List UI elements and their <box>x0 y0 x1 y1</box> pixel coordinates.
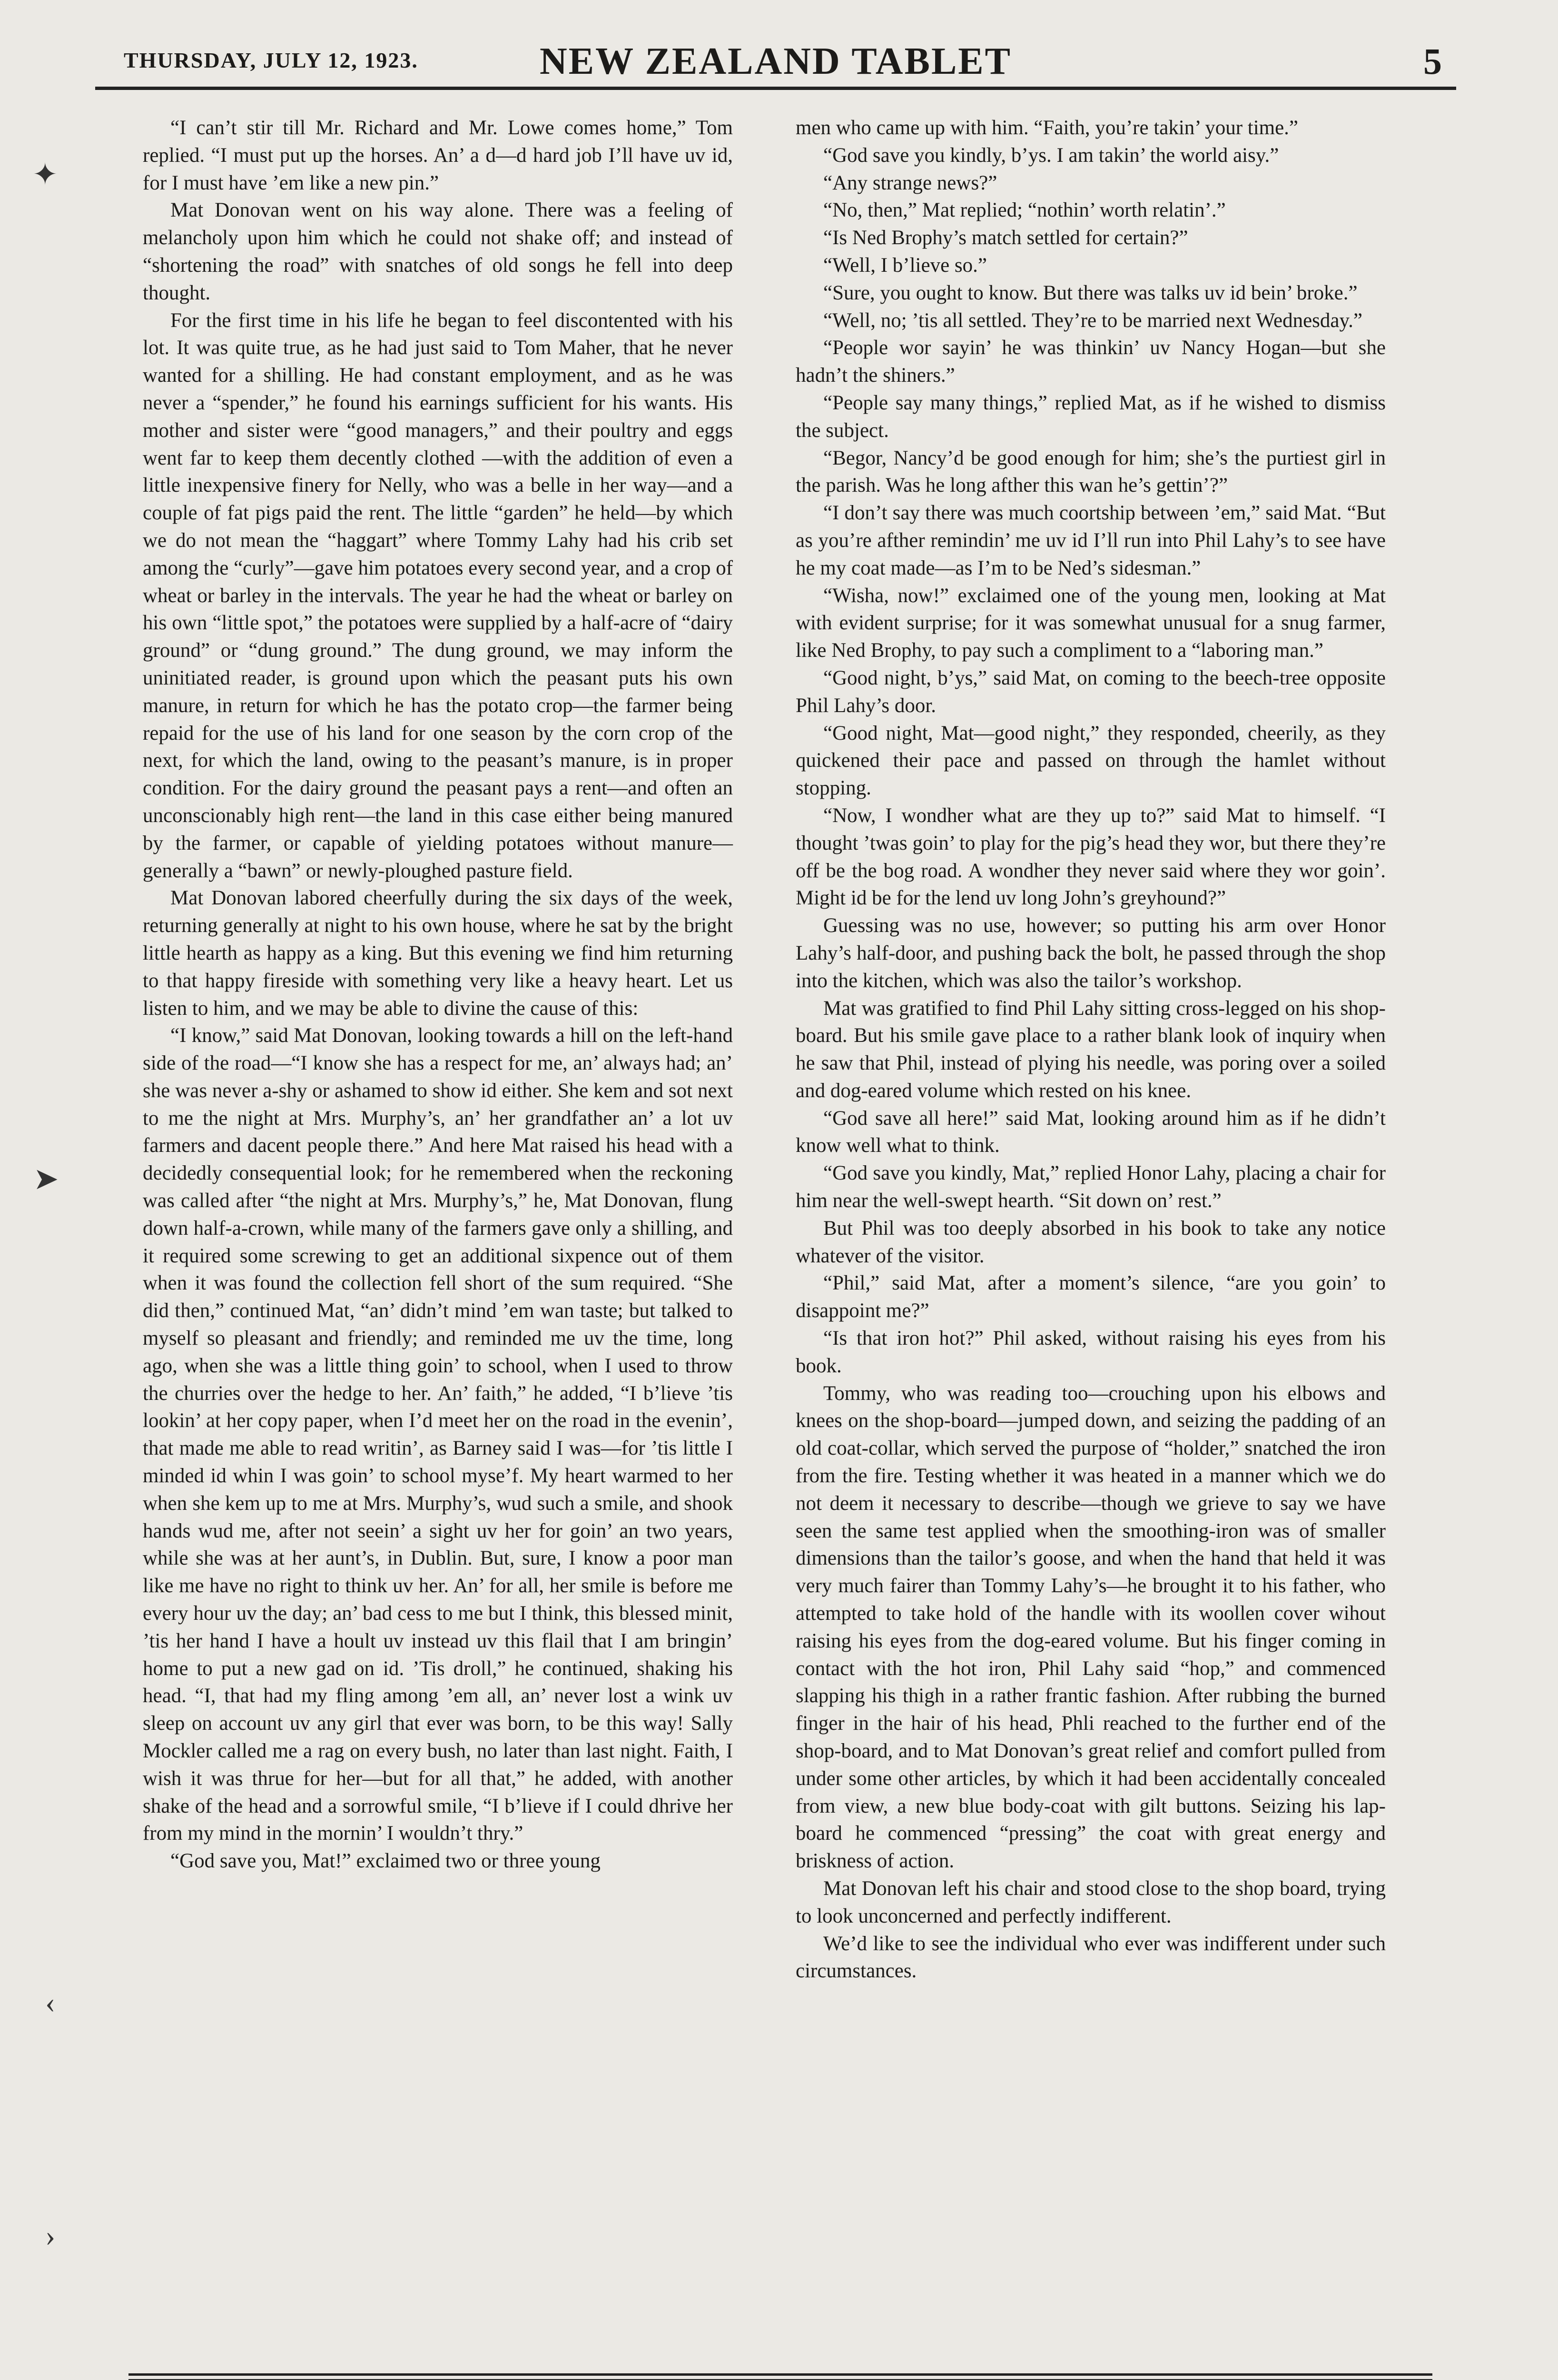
paragraph: “People wor sayin’ he was thinkin’ uv Nancy Hogan—but she hadn’t the shiners.” <box>796 337 1386 387</box>
paragraph: “Is that iron hot?” Phil asked, without raising his eyes from his book. <box>796 1327 1386 1377</box>
paragraph: “I know,” said Mat Donovan, looking towards a hill on the left-hand side of the road—“I know she has a respect for me, an’ always had; an’ she was never a-shy or ashamed to show id either. She kem and sot next to me the night at Mrs. Murphy’s, an’ her grandfather an’ a lot uv farmers and dacent people there.” And here Mat raised his head with a decidedly consequential look; for he remembered when the reckoning was called after “the night at Mrs. Murphy’s,” he, Mat Donovan, flung down half-a-crown, while many of the farmers gave only a shilling, and it required some screwing to get an additional sixpence out of them when it was found the collection fell short of the sum required. “She did then,” continued Mat, “an’ didn’t mind ’em wan taste; but talked to myself so pleasant and friendly; and reminded me uv the time, long ago, when she was a little thing goin’ to school, when I used to throw the churries over the hedge to her. An’ faith,” he added, “I b’lieve ’tis lookin’ at her copy paper, when I’d meet her on the road in the evenin’, that made me able to read writin’, as Barney said I was—for ’tis little I minded id whin I was goin’ to school myse’f. My heart warmed to her when she kem up to me at Mrs. Murphy’s, wud such a smile, and shook hands wud me, after not seein’ a sight uv her for goin’ an two years, while she was at her aunt’s, in Dublin. But, sure, I know a poor man like me have no right to think uv her. An’ for all, her smile is before me every hour uv the day; an’ bad cess to me but I think, this blessed minit, ’tis her hand I have a hoult uv instead uv this flail that I am bringin’ home to put a new gad on id. ’Tis droll,” he continued, shaking his head. “I, that had my fling among ’em all, an’ never lost a wink uv sleep on account uv any girl that ever was born, to be this way! Sally Mockler called me a rag on every bush, no later than last night. Faith, I wish it was thrue for her—but for all that,” he added, with another shake of the head and a sorrowful smile, “I b’lieve if I could dhrive her from my mind in the mornin’ I wouldn’t thry.” <box>143 1024 733 1845</box>
page-number: 5 <box>1423 40 1442 82</box>
paragraph: “Good night, Mat—good night,” they responded, cheerily, as they quickened their pace and passed on through the hamlet without stopping. <box>796 722 1386 800</box>
paragraph: “Sure, you ought to know. But there was talks uv id bein’ broke.” <box>823 281 1358 304</box>
paragraph: Mat Donovan went on his way alone. There was a feeling of melancholy upon him which he could not shake off; and instead of “shortening the road” with snatches of old songs he fell into deep thought. <box>143 199 733 304</box>
paragraph: “God save all here!” said Mat, looking around him as if he didn’t know well what to think. <box>796 1107 1386 1157</box>
paragraph: For the first time in his life he began to feel discontented with his lot. It was quite true, as he had just said to Tom Maher, that he never wanted for a shilling. He had constant employment, and as he was never a “spender,” he found his earnings sufficient for his wants. His mother and sister were “good managers,” and their poultry and eggs went far to keep them decently clothed —with the addition of even a little inexpensive finery for Nelly, who was a belle in her way—and a couple of fat pigs paid the rent. The little “garden” he held—by which we do not mean the “haggart” where Tommy Lahy had his crib set among the “curly”—gave him potatoes every second year, and a crop of wheat or barley in the intervals. The year he had the wheat or barley on his own “little spot,” the potatoes were supplied by a half-acre of “dairy ground” or “dung ground.” The dung ground, we may inform the uninitiated reader, is ground upon which the peasant puts his own manure, in return for which he has the potato crop—the farmer being repaid for the use of his land for one season by the corn crop of the next, for which the land, owing to the peasant’s manure, is in proper condition. For the dairy ground the peasant pays a rent—and often an unconscionably high rent—the land in this case either being manured by the farmer, or capable of yielding potatoes without manure—generally a “bawn” or newly-ploughed pasture field. <box>143 309 733 882</box>
paragraph: “Now, I wondher what are they up to?” said Mat to himself. “I thought ’twas goin’ to play for the pig’s head they wor, but there they’re off be the bog road. A wondher they never said where they wor goin’. Might id be for the lend uv long John’s greyhound?” <box>796 804 1386 910</box>
margin-mark-icon: ‹ <box>45 1985 56 2019</box>
paragraph: men who came up with him. “Faith, you’re takin’ your time.” <box>796 117 1299 139</box>
footer-divider <box>128 2373 1432 2376</box>
paragraph: Mat was gratified to find Phil Lahy sitting cross-legged on his shop-board. But his smile gave place to a rather blank look of inquiry when he saw that Phil, instead of plying his needle, was poring over a soiled and dog-eared volume which rested on his knee. <box>796 997 1386 1102</box>
article-column-right <box>796 114 1386 1985</box>
paragraph: Tommy, who was reading too—crouching upon his elbows and knees on the shop-board—jumped down, and seizing the padding of an old coat-collar, which served the purpose of “holder,” snatched the iron from the fire. Testing whether it was heated in a manner which we do not deem it necessary to describe—though we grieve to say we have seen the same test applied when the smoothing-iron was of smaller dimensions than the tailor’s goose, and when the hand that held it was very much fairer than Tommy Lahy’s—he brought it to his father, who attempted to take hold of the handle with its woollen cover wihout raising his eyes from the dog-eared volume. But his finger coming in contact with the hot iron, Phil Lahy said “hop,” and commenced slapping his thigh in a rather frantic fashion. After rubbing the burned finger in the hair of his head, Phli reached to the further end of the shop-board, and to Mat Donovan’s great relief and comfort pulled from under some other articles, by which it had been accidentally concealed from view, a new blue body-coat with gilt buttons. Seizing his lap-board he commenced “pressing” the coat with great energy and briskness of action. <box>796 1382 1386 1873</box>
paragraph: “Is Ned Brophy’s match settled for certain?” <box>823 227 1188 249</box>
paragraph: “Begor, Nancy’d be good enough for him; she’s the purtiest girl in the parish. Was he long afther this wan he’s gettin’?” <box>796 446 1386 497</box>
paragraph: We’d like to see the individual who ever was indifferent under such circumstances. <box>796 1932 1386 1983</box>
paragraph: “People say many things,” replied Mat, as if he wished to dismiss the subject. <box>796 391 1386 442</box>
paragraph: “I don’t say there was much coortship between ’em,” said Mat. “But as you’re afther remindin’ me uv id I’ll run into Phil Lahy’s to see have he my coat made—as I’m to be Ned’s sidesman.” <box>796 502 1386 579</box>
paragraph: Guessing was no use, however; so putting his arm over Honor Lahy’s half-door, and pushing back the bolt, he passed through the shop into the kitchen, which was also the tailor’s workshop. <box>796 914 1386 992</box>
page-header <box>95 30 1456 90</box>
paragraph: But Phil was too deeply absorbed in his book to take any notice whatever of the visitor. <box>796 1217 1386 1267</box>
paragraph: “Good night, b’ys,” said Mat, on coming to the beech-tree opposite Phil Lahy’s door. <box>796 666 1386 717</box>
margin-mark-icon: › <box>45 2219 56 2252</box>
article-column-left <box>143 114 733 1875</box>
paragraph: Mat Donovan left his chair and stood close to the shop board, trying to look unconcerned and perfectly indifferent. <box>796 1877 1386 1927</box>
masthead-title: NEW ZEALAND TABLET <box>539 40 1012 82</box>
paragraph: “Any strange news?” <box>823 171 997 194</box>
paragraph: “God save you kindly, b’ys. I am takin’ the world aisy.” <box>823 144 1279 167</box>
paragraph: “Wisha, now!” exclaimed one of the young men, looking at Mat with evident surprise; for it was somewhat unusual for a snug farmer, like Ned Brophy, to pay such a compliment to a “laboring man.” <box>796 584 1386 662</box>
paragraph: Mat Donovan labored cheerfully during the six days of the week, returning generally at night to his own house, where he sat by the bright little hearth as happy as a king. But this evening we find him returning to that happy fireside with something very like a heavy heart. Let us listen to him, and we may be able to divine the cause of this: <box>143 887 733 1020</box>
paragraph: “No, then,” Mat replied; “nothin’ worth relatin’.” <box>823 199 1226 222</box>
paragraph: “God save you kindly, Mat,” replied Honor Lahy, placing a chair for him near the well-swept hearth. “Sit down on’ rest.” <box>796 1162 1386 1212</box>
margin-mark-icon: ✦ <box>32 158 58 191</box>
issue-date: THURSDAY, JULY 12, 1923. <box>124 48 418 72</box>
paragraph: “God save you, Mat!” exclaimed two or three young <box>170 1850 601 1873</box>
paragraph: “Well, no; ’tis all settled. They’re to be married next Wednesday.” <box>823 309 1363 332</box>
paragraph: “Well, I b’lieve so.” <box>823 254 987 277</box>
margin-mark-icon: ➤ <box>33 1162 59 1196</box>
paragraph: “Phil,” said Mat, after a moment’s silence, “are you goin’ to disappoint me?” <box>796 1272 1386 1322</box>
paragraph: “I can’t stir till Mr. Richard and Mr. Lowe comes home,” Tom replied. “I must put up the horses. An’ a d—d hard job I’ll have uv id, for I must have ’em like a new pin.” <box>143 117 733 194</box>
